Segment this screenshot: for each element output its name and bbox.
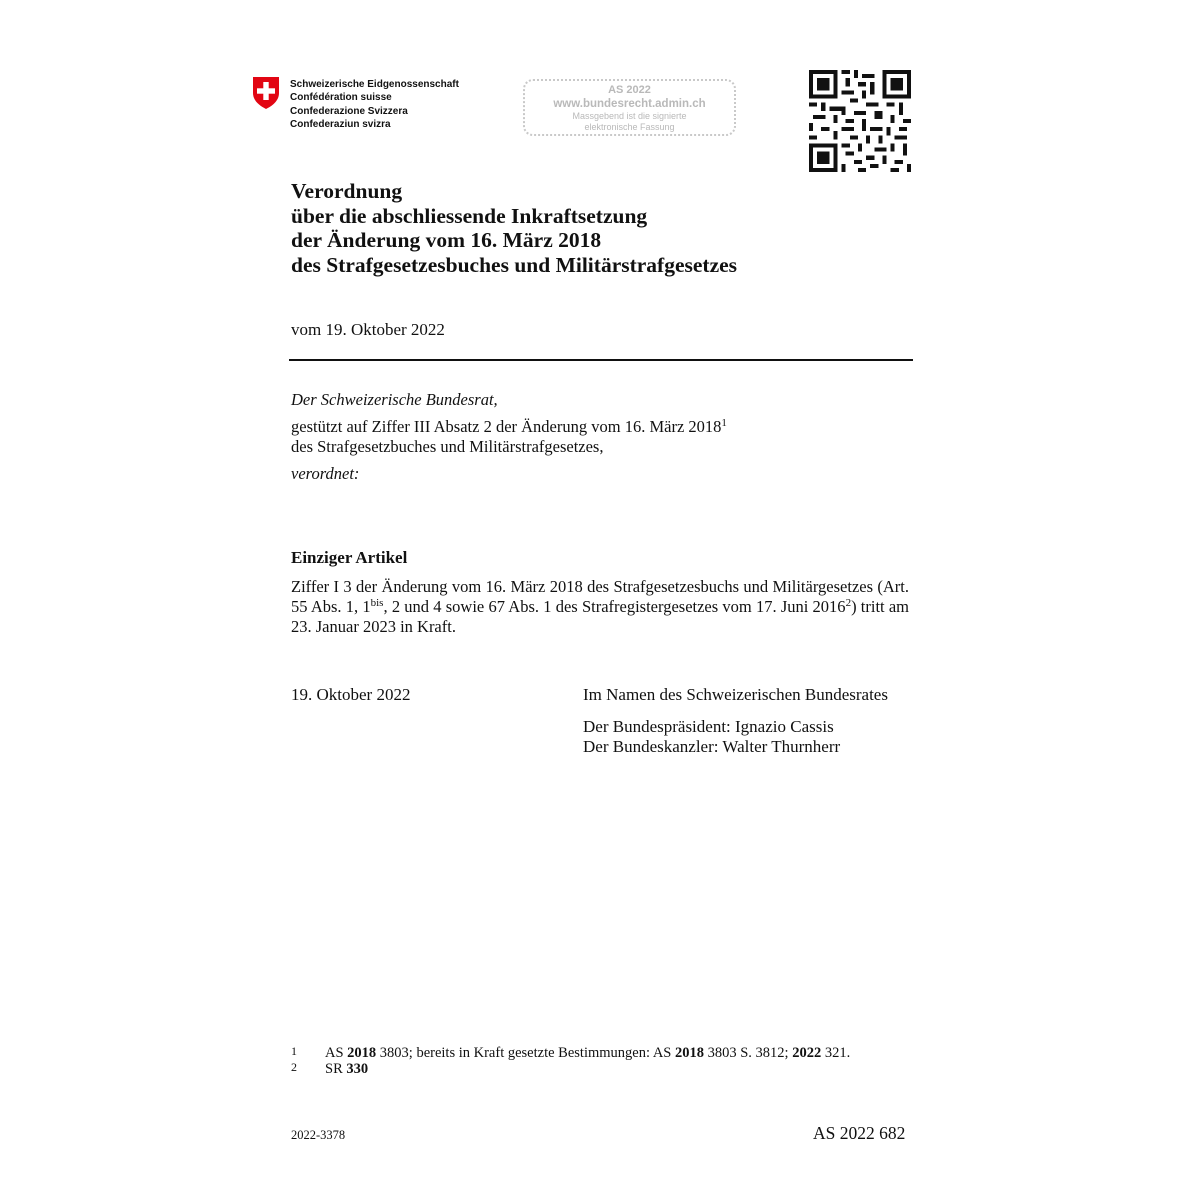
signature-president: Der Bundespräsident: Ignazio Cassis [583, 716, 834, 736]
footnote-bold: 2018 [347, 1045, 377, 1061]
footnote-ref-1[interactable]: 1 [721, 417, 727, 429]
article-body [291, 577, 909, 637]
official-collection-reference: AS 2022 682 [813, 1123, 906, 1143]
preamble-basis [291, 417, 727, 457]
stamp-line-1: AS 2022 [608, 84, 651, 96]
signature-date: 19. Oktober 2022 [291, 685, 411, 704]
confederation-line-it: Confederazione Svizzera [290, 105, 408, 117]
stamp-line-3: Massgebend ist die signierte [572, 111, 687, 121]
document-id: 2022-3378 [291, 1128, 346, 1142]
footnote-text: 321. [821, 1045, 851, 1061]
article-text-1: Ziffer I 3 der Änderung vom 16. März 2018 des Strafgesetzesbuchs und Militärgesetzes (Art. 55 Abs. 1, 1 [291, 577, 909, 616]
signature-chancellor: Der Bundeskanzler: Walter Thurnherr [583, 737, 841, 756]
footnote-text: 3803; bereits in Kraft gesetzte Bestimmungen: AS [376, 1045, 675, 1061]
title-line-3: der Änderung vom 16. März 2018 [291, 228, 602, 252]
article-text-3: ) tritt am 23. Januar 2023 in Kraft. [291, 597, 910, 636]
footnote-ref-2[interactable]: 2 [845, 597, 852, 609]
authenticity-stamp [523, 79, 736, 136]
confederation-line-rm: Confederaziun svizra [290, 118, 391, 130]
qr-code-icon [809, 70, 911, 172]
confederation-line-fr: Confédération suisse [290, 92, 392, 104]
footnote-number: 2 [291, 1060, 297, 1074]
article-superscript-bis: bis [370, 597, 384, 609]
preamble-basis-text-2: des Strafgesetzbuches und Militärstrafgesetzes, [291, 437, 604, 456]
confederation-line-de: Schweizerische Eidgenossenschaft [290, 79, 459, 90]
ordinance-date: vom 19. Oktober 2022 [291, 320, 445, 339]
preamble-basis-text: gestützt auf Ziffer III Absatz 2 der Änderung vom 16. März 2018 [291, 417, 722, 436]
stamp-line-2: www.bundesrecht.admin.ch [553, 98, 706, 110]
preamble-authority: Der Schweizerische Bundesrat, [291, 390, 498, 409]
signature-block [583, 685, 888, 758]
footnote-1 [291, 1046, 885, 1061]
footnote-text: SR [325, 1061, 347, 1077]
ordinance-title [291, 179, 737, 277]
confederation-name-block [290, 78, 459, 131]
article-title: Einziger Artikel [291, 548, 408, 567]
footnote-text: AS [325, 1045, 348, 1061]
title-divider [289, 359, 913, 361]
footnote-bold: 330 [346, 1061, 369, 1077]
article-text-2: , 2 und 4 sowie 67 Abs. 1 des Strafregistergesetzes vom 17. Juni 2016 [383, 597, 846, 616]
signature-on-behalf: Im Namen des Schweizerischen Bundesrates [583, 685, 888, 704]
footnote-text: 3803 S. 3812; [703, 1045, 793, 1061]
footnote-bold: 2022 [792, 1045, 822, 1061]
title-line-4: des Strafgesetzesbuches und Militärstrafgesetzes [291, 252, 738, 277]
footnote-bold: 2018 [674, 1045, 704, 1061]
swiss-cross-icon [252, 76, 280, 110]
stamp-line-4: elektronische Fassung [584, 122, 675, 132]
preamble-decree: verordnet: [291, 464, 360, 483]
title-line-2: über die abschliessende Inkraftsetzung [291, 203, 648, 228]
title-line-1: Verordnung [291, 179, 403, 203]
footnote-2 [291, 1062, 885, 1077]
footnotes [291, 1046, 885, 1077]
footnote-number: 1 [291, 1044, 297, 1058]
